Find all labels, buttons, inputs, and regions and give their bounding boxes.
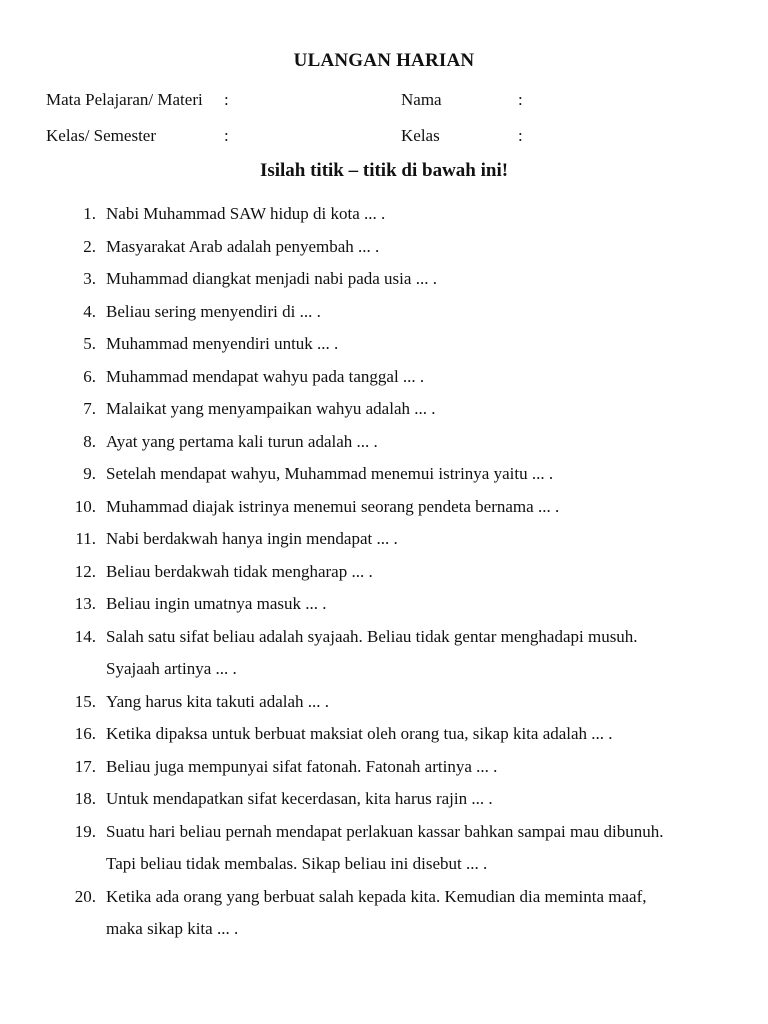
question-number: 6. (83, 366, 96, 386)
question-item (0, 458, 768, 491)
question-number: 8. (83, 431, 96, 451)
question-text: Muhammad menyendiri untuk ... . (106, 334, 339, 353)
question-item (0, 426, 768, 459)
question-item (0, 296, 768, 329)
question-item (0, 588, 768, 621)
class-semester-colon: : (224, 126, 229, 145)
name-label: Nama (401, 90, 442, 109)
question-number: 11. (75, 529, 96, 548)
question-text: Ayat yang pertama kali turun adalah ... . (106, 431, 378, 451)
question-text: Ketika dipaksa untuk berbuat maksiat oleh orang tua, sikap kita adalah ... . (106, 724, 613, 743)
class-semester-label: Kelas/ Semester (46, 126, 156, 145)
question-item (0, 491, 768, 524)
question-item (0, 198, 768, 231)
page-title: ULANGAN HARIAN (293, 50, 475, 71)
subject-label: Mata Pelajaran/ Materi (46, 90, 203, 109)
question-number: 18. (74, 789, 96, 808)
question-number: 3. (83, 269, 96, 288)
question-item (0, 556, 768, 589)
question-item (0, 328, 768, 361)
question-text: Setelah mendapat wahyu, Muhammad menemui istrinya yaitu ... . (106, 464, 554, 483)
question-text: Untuk mendapatkan sifat kecerdasan, kita harus rajin ... . (106, 789, 493, 808)
question-number: 16. (74, 724, 96, 743)
class-colon: : (518, 126, 523, 145)
question-text: Salah satu sifat beliau adalah syajaah. Beliau tidak gentar menghadapi musuh. (106, 626, 638, 646)
question-item (0, 783, 768, 816)
question-text: Masyarakat Arab adalah penyembah ... . (106, 236, 380, 256)
question-number: 15. (74, 691, 96, 711)
instruction-heading: Isilah titik – titik di bawah ini! (259, 160, 509, 181)
question-text: Beliau berdakwah tidak mengharap ... . (106, 561, 373, 581)
question-text: Malaikat yang menyampaikan wahyu adalah ... . (106, 399, 436, 418)
question-text: Syajaah artinya ... . (106, 659, 237, 678)
question-number: 7. (83, 399, 96, 418)
question-text: Nabi Muhammad SAW hidup di kota ... . (106, 204, 386, 223)
question-item (0, 393, 768, 426)
question-item (0, 718, 768, 751)
question-item (0, 816, 768, 881)
question-text: Muhammad mendapat wahyu pada tanggal ... . (106, 366, 425, 386)
question-number: 10. (74, 496, 96, 516)
question-number: 4. (83, 301, 96, 321)
question-item (0, 263, 768, 296)
question-number: 9. (83, 464, 96, 483)
question-number: 12. (74, 561, 96, 581)
question-text: Yang harus kita takuti adalah ... . (106, 691, 330, 711)
question-number: 20. (74, 886, 96, 906)
question-item (0, 361, 768, 394)
question-number: 1. (83, 204, 96, 223)
question-item (0, 621, 768, 686)
question-text: maka sikap kita ... . (106, 919, 239, 938)
question-text: Tapi beliau tidak membalas. Sikap beliau ini disebut ... . (106, 854, 488, 873)
question-text: Beliau ingin umatnya masuk ... . (106, 594, 327, 613)
question-item (0, 881, 768, 946)
question-text: Muhammad diangkat menjadi nabi pada usia ... . (106, 269, 437, 288)
question-text: Beliau sering menyendiri di ... . (106, 301, 321, 321)
question-number: 2. (83, 236, 96, 256)
question-item (0, 523, 768, 556)
question-item (0, 751, 768, 784)
question-text: Nabi berdakwah hanya ingin mendapat ... . (106, 529, 398, 548)
question-list (0, 198, 768, 946)
question-number: 5. (83, 334, 96, 353)
name-colon: : (518, 90, 523, 109)
question-item (0, 686, 768, 719)
question-number: 17. (74, 756, 96, 776)
class-label: Kelas (401, 126, 440, 145)
question-text: Beliau juga mempunyai sifat fatonah. Fatonah artinya ... . (106, 756, 498, 776)
question-number: 19. (74, 821, 96, 841)
question-text: Ketika ada orang yang berbuat salah kepada kita. Kemudian dia meminta maaf, (106, 886, 647, 906)
question-text: Suatu hari beliau pernah mendapat perlakuan kassar bahkan sampai mau dibunuh. (106, 821, 664, 841)
question-number: 13. (74, 594, 96, 613)
question-number: 14. (74, 626, 96, 646)
question-text: Muhammad diajak istrinya menemui seorang pendeta bernama ... . (106, 496, 560, 516)
question-item (0, 231, 768, 264)
subject-colon: : (224, 90, 229, 109)
